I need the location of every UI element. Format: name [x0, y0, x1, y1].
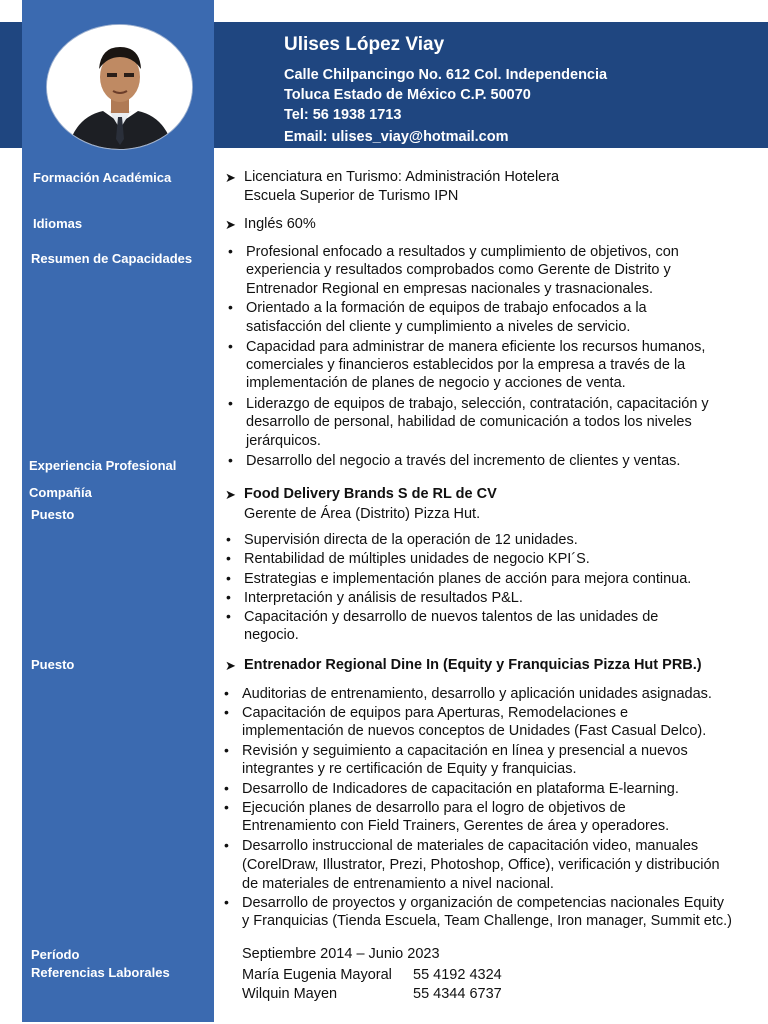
bullet-icon: •	[228, 338, 233, 354]
arrow-bullet-icon: ➤	[225, 487, 236, 502]
bullet-icon: •	[224, 742, 229, 758]
job2-position: Entrenador Regional Dine In (Equity y Franquicias Pizza Hut PRB.)	[244, 657, 702, 673]
bullet-icon: •	[226, 550, 231, 566]
bullet-icon: •	[226, 531, 231, 547]
label-experiencia: Experiencia Profesional	[29, 458, 177, 473]
label-compania: Compañía	[29, 485, 92, 500]
job1-line: Capacitación y desarrollo de nuevos talentos de las unidades de	[244, 609, 659, 625]
address-line-1: Calle Chilpancingo No. 612 Col. Independencia	[284, 67, 608, 83]
bullet-icon: •	[224, 799, 229, 815]
job1-position: Gerente de Área (Distrito) Pizza Hut.	[244, 506, 481, 522]
resumen-line: comerciales y financieros establecidos por la empresa a través de la	[246, 357, 686, 373]
bullet-icon: •	[228, 243, 233, 259]
resumen-line: Orientado a la formación de equipos de trabajo enfocados a la	[246, 300, 647, 316]
resumen-line: Entrenador Regional en empresas nacionales y trasnacionales.	[246, 281, 654, 297]
job1-line: Interpretación y análisis de resultados P&L.	[244, 590, 523, 606]
degree: Licenciatura en Turismo: Administración Hotelera	[244, 169, 560, 185]
profile-photo	[46, 24, 193, 150]
reference-name: María Eugenia Mayoral	[242, 967, 392, 983]
resumen-line: Desarrollo del negocio a través del incremento de clientes y ventas.	[246, 453, 681, 469]
job2-line: (CorelDraw, Illustrator, Prezi, Photoshop, Office), verificación y distribución	[242, 857, 720, 873]
email: Email: ulises_viay@hotmail.com	[284, 129, 509, 145]
bullet-icon: •	[228, 395, 233, 411]
bullet-icon: •	[224, 685, 229, 701]
bullet-icon: •	[224, 780, 229, 796]
label-puesto-1: Puesto	[31, 507, 75, 522]
job2-line: Desarrollo de Indicadores de capacitación en plataforma E-learning.	[242, 781, 679, 797]
bullet-icon: •	[228, 452, 233, 468]
arrow-bullet-icon: ➤	[225, 658, 236, 673]
resumen-line: experiencia y resultados comprobados como Gerente de Distrito y	[246, 262, 671, 278]
job2-line: Desarrollo de proyectos y organización de competencias nacionales Equity	[242, 895, 724, 911]
reference-name: Wilquin Mayen	[242, 986, 338, 1002]
bullet-icon: •	[224, 704, 229, 720]
bullet-icon: •	[224, 894, 229, 910]
job1-line: negocio.	[244, 627, 299, 643]
arrow-bullet-icon: ➤	[225, 170, 236, 185]
address-line-2: Toluca Estado de México C.P. 50070	[284, 87, 531, 103]
resumen-line: Profesional enfocado a resultados y cumplimiento de objetivos, con	[246, 244, 679, 260]
header-band-left	[0, 22, 22, 148]
reference-phone: 55 4192 4324	[413, 967, 502, 983]
job2-line: Entrenamiento con Field Trainers, Gerentes de área y operadores.	[242, 818, 670, 834]
language-item: Inglés 60%	[244, 216, 316, 232]
candidate-name: Ulises López Viay	[284, 34, 445, 55]
label-idiomas: Idiomas	[33, 216, 83, 231]
bullet-icon: •	[226, 570, 231, 586]
job1-line: Supervisión directa de la operación de 12 unidades.	[244, 532, 578, 548]
reference-phone: 55 4344 6737	[413, 986, 502, 1002]
label-puesto-2: Puesto	[31, 657, 75, 672]
periodo-value: Septiembre 2014 – Junio 2023	[242, 946, 440, 962]
resumen-line: Liderazgo de equipos de trabajo, selección, contratación, capacitación y	[246, 396, 709, 412]
bullet-icon: •	[224, 837, 229, 853]
job2-line: y Franquicias (Tienda Escuela, Team Challenge, Iron manager, Summit etc.)	[242, 913, 733, 929]
label-formacion: Formación Académica	[33, 170, 172, 185]
label-resumen: Resumen de Capacidades	[31, 251, 193, 266]
resumen-line: Capacidad para administrar de manera eficiente los recursos humanos,	[246, 339, 706, 355]
job2-line: Revisión y seguimiento a capacitación en línea y presencial a nuevos	[242, 743, 688, 759]
job2-line: Desarrollo instruccional de materiales de capacitación video, manuales	[242, 838, 699, 854]
school: Escuela Superior de Turismo IPN	[244, 188, 459, 204]
resumen-line: desarrollo de personal, habilidad de comunicación a todos los niveles	[246, 414, 692, 430]
job2-line: de materiales de entrenamiento a nivel nacional.	[242, 876, 554, 892]
bullet-icon: •	[226, 608, 231, 624]
job2-line: integrantes y re certificación de Equity y franquicias.	[242, 761, 577, 777]
job2-line: Auditorias de entrenamiento, desarrollo y aplicación unidades asignadas.	[242, 686, 712, 702]
bullet-icon: •	[226, 589, 231, 605]
phone: Tel: 56 1938 1713	[284, 107, 402, 123]
resumen-line: jerárquicos.	[246, 433, 321, 449]
job1-line: Estrategias e implementación planes de acción para mejora continua.	[244, 571, 692, 587]
job2-line: Capacitación de equipos para Aperturas, Remodelaciones e	[242, 705, 629, 721]
job2-line: Ejecución planes de desarrollo para el logro de objetivos de	[242, 800, 626, 816]
label-periodo: Período	[31, 947, 80, 962]
bullet-icon: •	[228, 299, 233, 315]
job2-line: implementación de nuevos conceptos de Unidades (Fast Casual Delco).	[242, 723, 707, 739]
resumen-line: implementación de planes de negocio y acciones de venta.	[246, 375, 626, 391]
job1-line: Rentabilidad de múltiples unidades de negocio KPI´S.	[244, 551, 590, 567]
label-referencias: Referencias Laborales	[31, 965, 170, 980]
job1-company: Food Delivery Brands S de RL de CV	[244, 486, 497, 502]
arrow-bullet-icon: ➤	[225, 217, 236, 232]
resumen-line: satisfacción del cliente y cumplimiento a niveles de servicio.	[246, 319, 631, 335]
